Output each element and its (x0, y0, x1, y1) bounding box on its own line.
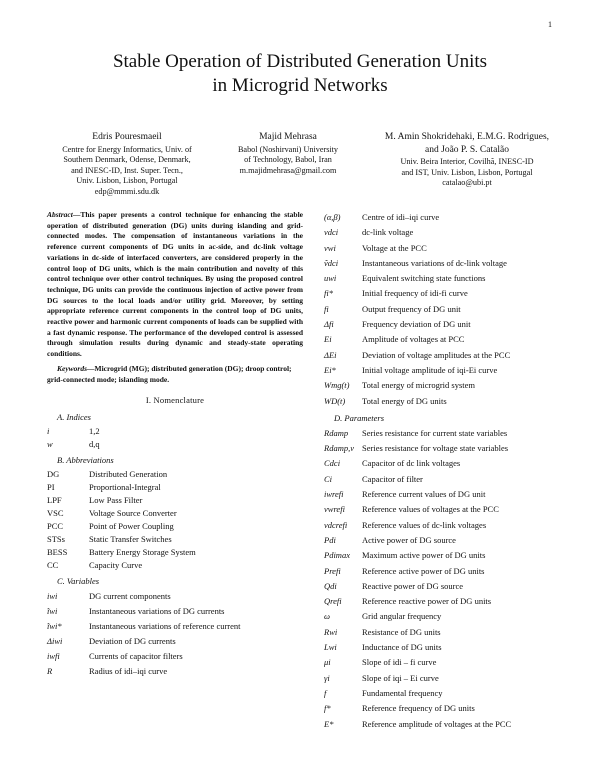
entry-description: Proportional-Integral (89, 482, 161, 493)
entry-symbol: WD(t) (324, 395, 346, 406)
entry-description: Initial voltage amplitude of iqi-Ei curve (362, 364, 498, 375)
nomenclature-entry (47, 546, 303, 559)
entry-description: DG current components (89, 591, 171, 602)
nomenclature-entry (324, 241, 572, 256)
nomenclature-entry (324, 625, 572, 640)
entry-symbol: ṽdci (324, 257, 339, 268)
entry-description: Capacity Curve (89, 560, 143, 571)
subsection-heading: A. Indices (57, 412, 91, 423)
nomenclature-entry (47, 619, 303, 634)
nomenclature-entry (47, 559, 303, 572)
nomenclature-entry (324, 640, 572, 655)
nomenclature-entry (324, 210, 572, 225)
nomenclature-entry (324, 426, 572, 441)
entry-symbol: uwi (324, 273, 337, 284)
nomenclature-entry (324, 487, 572, 502)
nomenclature-entry (324, 686, 572, 701)
author-name: Edris Pouresmaeil (92, 132, 162, 142)
entry-description: Slope of iqi – Ei curve (362, 672, 439, 683)
nomenclature-entry (324, 472, 572, 487)
entry-description: Total energy of DG units (362, 395, 447, 406)
entry-symbol: w (47, 439, 53, 450)
entry-symbol: iwrefi (324, 489, 344, 500)
nomenclature-entry (47, 481, 303, 494)
nomenclature-entry (324, 256, 572, 271)
author-email: m.majidmehrasa@gmail.com (239, 165, 337, 175)
variables-list-continued (324, 210, 572, 409)
entry-symbol: Rdamp (324, 427, 349, 438)
entry-symbol: Wmg(t) (324, 380, 350, 391)
entry-description: Reference reactive power of DG units (362, 596, 492, 607)
entry-description: Inductance of DG units (362, 642, 442, 653)
entry-description: Series resistance for voltage state variables (362, 443, 509, 454)
entry-description: Reactive power of DG source (362, 580, 464, 591)
keywords-text: —Microgrid (MG); distributed generation (DG); droop control; grid-connected mode; islanding mode. (47, 363, 292, 384)
entry-description: Instantaneous variations of dc-link voltage (362, 257, 507, 268)
nomenclature-entry (324, 225, 572, 240)
nomenclature-entry (324, 456, 572, 471)
author-block-1 (42, 132, 212, 197)
entry-symbol: DG (47, 469, 60, 480)
nomenclature-entry (324, 363, 572, 378)
affiliation-line: Univ. Beira Interior, Covilhã, INESC-ID (400, 157, 534, 166)
parameters-list (324, 426, 572, 732)
nomenclature-entry (47, 438, 303, 451)
abstract-text: —This paper presents a control technique for enhancing the stable operation of distributed generation (DG) units during islanding and grid-connected modes. The compensation of instantaneous variations in the reference current components of DG units in ac-side, and dc-link voltage variations in dc-side of interfaced converters, are considered properly in the control loop of DG units, which is the main contribution and novelty of this control technique over other control techniques. By using the proposed control technique, DG units can provide the continuous injection of active power from DG sources to the local loads and/or utility grid. Moreover, by setting appropriate reference current components in the control loop of DG units, reactive power and harmonic current components of loads can be supplied with a fast dynamic response. The performance of the developed control is assessed through simulation results during dynamic and steady-state operating conditions. (47, 210, 303, 359)
entry-symbol: STSs (47, 534, 65, 545)
indices-list (47, 425, 303, 451)
nomenclature-entry (324, 671, 572, 686)
nomenclature-entry (47, 604, 303, 619)
entry-description: Fundamental frequency (362, 687, 443, 698)
entry-symbol: E* (324, 718, 334, 729)
entry-symbol: Pdi (324, 534, 336, 545)
entry-description: Reference frequency of DG units (362, 703, 475, 714)
entry-description: Equivalent switching state functions (362, 273, 486, 284)
nomenclature-entry (324, 286, 572, 301)
nomenclature-entry (47, 494, 303, 507)
nomenclature-entry (324, 502, 572, 517)
entry-symbol: Ci (324, 473, 333, 484)
entry-symbol: ĩwi (47, 606, 58, 617)
nomenclature-entry (47, 589, 303, 604)
entry-description: Static Transfer Switches (89, 534, 172, 545)
entry-description: Battery Energy Storage System (89, 547, 196, 558)
entry-symbol: Δfi (324, 319, 334, 330)
nomenclature-entry (324, 441, 572, 456)
entry-symbol: Qrefi (324, 596, 342, 607)
entry-description: Instantaneous variations of reference current (89, 621, 241, 632)
entry-symbol: μi (324, 657, 331, 668)
entry-description: Deviation of DG currents (89, 636, 176, 647)
affiliation-line: Southern Denmark, Odense, Denmark, (63, 155, 191, 164)
nomenclature-entry (324, 533, 572, 548)
entry-description: Capacitor of dc link voltages (362, 458, 461, 469)
affiliation-line: and IST, Univ. Lisbon, Lisbon, Portugal (401, 167, 533, 177)
keywords (47, 364, 303, 385)
entry-description: Currents of capacitor filters (89, 651, 183, 662)
entry-symbol: i (47, 426, 50, 437)
keywords-lead: Keywords (57, 363, 87, 373)
entry-symbol: fi (324, 303, 329, 314)
entry-description: Distributed Generation (89, 469, 168, 480)
author-email: edp@mmmi.sdu.dk (94, 186, 160, 196)
entry-description: Point of Power Coupling (89, 521, 174, 532)
entry-description: Reference current values of DG unit (362, 489, 486, 500)
entry-symbol: fi* (324, 288, 333, 299)
entry-description: Voltage at the PCC (362, 242, 427, 253)
entry-symbol: vwi (324, 242, 336, 253)
nomenclature-entry (324, 548, 572, 563)
abstract (47, 210, 303, 360)
abbreviations-list (47, 468, 303, 572)
affiliation-line: Babol (Noshirvani) University (237, 144, 339, 154)
nomenclature-entry (324, 594, 572, 609)
nomenclature-entry (324, 378, 572, 393)
entry-description: 1,2 (89, 426, 100, 437)
entry-description: Low Pass Filter (89, 495, 143, 506)
entry-description: d,q (89, 439, 100, 450)
entry-symbol: Ei* (324, 364, 336, 375)
entry-description: Frequency deviation of DG unit (362, 319, 471, 330)
nomenclature-entry (324, 317, 572, 332)
author-name: M. Amin Shokridehaki, E.M.G. Rodrigues, (384, 132, 550, 142)
nomenclature-entry (47, 634, 303, 649)
nomenclature-entry (324, 302, 572, 317)
nomenclature-entry (324, 564, 572, 579)
entry-description: Radius of idi–iqi curve (89, 666, 168, 677)
entry-description: Initial frequency of idi-fi curve (362, 288, 468, 299)
entry-symbol: CC (47, 560, 59, 571)
nomenclature-entry (324, 655, 572, 670)
entry-symbol: ΔEi (324, 349, 337, 360)
entry-symbol: iwfi (47, 651, 60, 662)
entry-symbol: Δiwi (47, 636, 63, 647)
entry-description: Instantaneous variations of DG currents (89, 606, 225, 617)
entry-symbol: BESS (47, 547, 68, 558)
entry-description: Deviation of voltage amplitudes at the PCC (362, 349, 511, 360)
entry-description: Active power of DG source (362, 534, 456, 545)
entry-symbol: PCC (47, 521, 64, 532)
nomenclature-entry (324, 579, 572, 594)
entry-description: Voltage Source Converter (89, 508, 177, 519)
entry-symbol: Lwi (324, 642, 337, 653)
entry-description: Amplitude of voltages at PCC (362, 334, 465, 345)
entry-symbol: Ei (324, 334, 332, 345)
affiliation-line: Centre for Energy Informatics, Univ. of (62, 144, 192, 154)
entry-description: Total energy of microgrid system (362, 380, 476, 391)
entry-description: Output frequency of DG unit (362, 303, 461, 314)
entry-description: Series resistance for current state variables (362, 427, 508, 438)
abstract-lead: Abstract (47, 210, 73, 219)
nomenclature-entry (47, 468, 303, 481)
nomenclature-entry (324, 518, 572, 533)
entry-symbol: ω (324, 611, 331, 622)
entry-symbol: vdcrefi (324, 519, 348, 530)
entry-symbol: Pdimax (324, 550, 350, 561)
entry-symbol: Rdamp,v (324, 443, 354, 454)
entry-description: Centre of idi–iqi curve (362, 212, 440, 222)
entry-description: Reference values of dc-link voltages (362, 519, 487, 530)
title-line-1: Stable Operation of Distributed Generation Units (112, 51, 488, 72)
entry-description: Capacitor of filter (362, 473, 423, 484)
entry-description: Reference amplitude of voltages at the PCC (362, 718, 512, 729)
nomenclature-entry (47, 664, 303, 679)
section-heading: I. Nomenclature (145, 395, 205, 406)
entry-symbol: PI (47, 482, 55, 493)
nomenclature-entry (324, 332, 572, 347)
entry-symbol: Cdci (324, 458, 341, 469)
entry-symbol: f (324, 687, 327, 698)
title-line-2: in Microgrid Networks (212, 75, 388, 96)
entry-symbol: Rwi (324, 626, 338, 637)
page-number: 1 (548, 20, 552, 29)
affiliation-line: and INESC-ID, Inst. Super. Tecn., (71, 165, 183, 175)
subsection-heading: B. Abbreviations (57, 455, 114, 466)
entry-symbol: VSC (47, 508, 64, 519)
subsection-heading: C. Variables (57, 576, 100, 587)
author-email: catalao@ubi.pt (442, 178, 492, 187)
affiliation-line: of Technology, Babol, Iran (244, 155, 332, 164)
entry-symbol: iwi (47, 591, 58, 602)
author-name-cont: and João P. S. Catalão (425, 144, 509, 155)
affiliation-line: Univ. Lisbon, Lisbon, Portugal (76, 176, 178, 185)
entry-symbol: f* (324, 703, 331, 714)
right-column (324, 210, 572, 732)
entry-symbol: vdci (324, 227, 339, 238)
nomenclature-entry (324, 348, 572, 363)
entry-description: Reference values of voltages at the PCC (362, 504, 499, 515)
entry-symbol: ĩwi* (47, 621, 62, 632)
variables-list (47, 589, 303, 679)
nomenclature-entry (324, 271, 572, 286)
author-name: Majid Mehrasa (259, 132, 317, 142)
nomenclature-entry (47, 425, 303, 438)
entry-symbol: (α,β) (324, 212, 341, 222)
entry-description: Maximum active power of DG units (362, 550, 486, 561)
entry-description: Reference active power of DG units (362, 565, 485, 576)
nomenclature-entry (324, 717, 572, 732)
author-block-2 (218, 132, 358, 176)
left-column (47, 210, 303, 679)
nomenclature-entry (47, 520, 303, 533)
entry-symbol: Qdi (324, 580, 337, 591)
entry-description: Slope of idi – fi curve (362, 657, 437, 668)
paper-title (0, 50, 600, 98)
nomenclature-entry (47, 533, 303, 546)
nomenclature-entry (47, 649, 303, 664)
entry-symbol: Prefi (324, 565, 341, 576)
entry-symbol: γi (324, 672, 330, 683)
entry-symbol: R (47, 666, 53, 677)
entry-symbol: vwrefi (324, 504, 345, 515)
author-block-3 (362, 132, 572, 189)
subsection-heading: D. Parameters (334, 412, 385, 423)
entry-description: Grid angular frequency (362, 611, 442, 622)
entry-description: Resistance of DG units (362, 626, 441, 637)
entry-description: dc-link voltage (362, 227, 414, 238)
nomenclature-entry (47, 507, 303, 520)
entry-symbol: LPF (47, 495, 62, 506)
nomenclature-entry (324, 394, 572, 409)
nomenclature-entry (324, 609, 572, 624)
nomenclature-entry (324, 701, 572, 716)
